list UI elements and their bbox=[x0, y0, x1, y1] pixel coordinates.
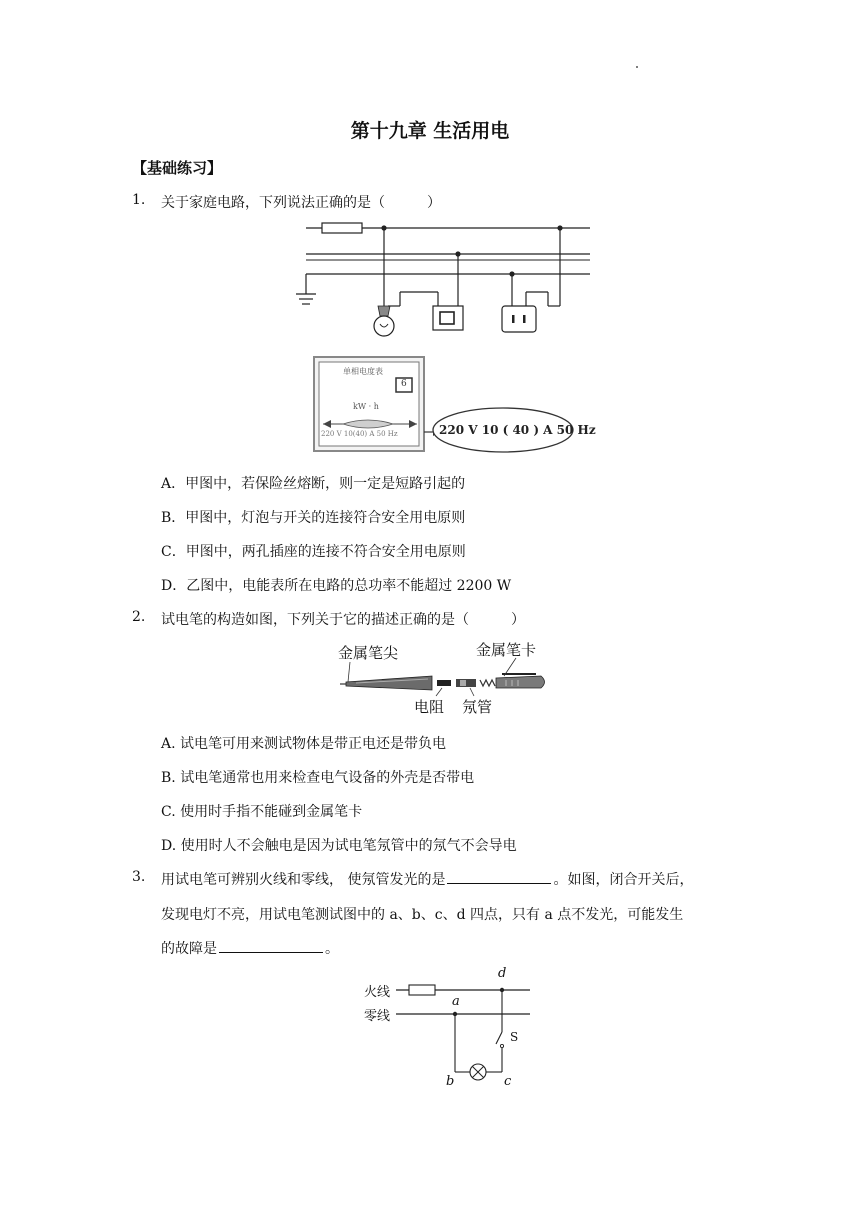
question-3-line-1 bbox=[161, 869, 693, 889]
lamp-icon bbox=[374, 316, 394, 336]
q3-answer-blank-1[interactable] bbox=[447, 869, 551, 884]
figure-2-test-pen bbox=[336, 638, 552, 720]
label-metal-clip: 金属笔卡 bbox=[476, 641, 537, 659]
label-resistor: 电阻 bbox=[414, 698, 445, 716]
question-2-stem: 试电笔的构造如图，下列关于它的描述正确的是（ ） bbox=[161, 612, 525, 628]
figure-1-circuit bbox=[290, 214, 600, 344]
q1-option-c: C．甲图中，两孔插座的连接不符合安全用电原则 bbox=[161, 544, 466, 560]
figure-3-circuit bbox=[360, 962, 540, 1092]
label-point-b: b bbox=[446, 1074, 455, 1089]
fuse-icon bbox=[322, 223, 362, 233]
fuse-icon bbox=[409, 985, 435, 995]
q1-option-d: D．乙图中，电能表所在电路的总功率不能超过 2200 W bbox=[161, 578, 512, 594]
q3-line1-part1: 用试电笔可辨别火线和零线， 使氖管发光的是 bbox=[161, 872, 446, 888]
q3-line3-part2: 。 bbox=[325, 941, 339, 957]
q2-option-c: C. 使用时手指不能碰到金属笔卡 bbox=[161, 804, 363, 820]
q1-option-b: B．甲图中，灯泡与开关的连接符合安全用电原则 bbox=[161, 510, 466, 526]
label-metal-tip: 金属笔尖 bbox=[338, 644, 399, 662]
meter-digit: 6 bbox=[401, 379, 407, 389]
question-1-number: 1. bbox=[132, 192, 146, 208]
label-neon-tube: 氖管 bbox=[462, 698, 493, 716]
q3-answer-blank-2[interactable] bbox=[219, 938, 323, 953]
label-live-wire: 火线 bbox=[364, 985, 391, 1000]
meter-rating-callout: 220 V 10 ( 40 ) A 50 Hz bbox=[439, 423, 596, 437]
q1-option-a: A．甲图中，若保险丝熔断，则一定是短路引起的 bbox=[161, 476, 466, 492]
meter-label: 单相电度表 bbox=[343, 367, 383, 376]
q3-line1-part2: 。如图，闭合开关后， bbox=[553, 872, 694, 888]
section-heading: 【基础练习】 bbox=[132, 159, 223, 177]
q2-option-b: B. 试电笔通常也用来检查电气设备的外壳是否带电 bbox=[161, 770, 475, 786]
meter-rating-small: 220 V 10(40) A 50 Hz bbox=[321, 430, 398, 438]
q3-line3-part1: 的故障是 bbox=[161, 941, 217, 957]
page-title: 第十九章 生活用电 bbox=[350, 120, 510, 142]
label-point-a: a bbox=[452, 994, 460, 1009]
label-point-c: c bbox=[504, 1074, 512, 1089]
figure-1-meter bbox=[313, 356, 596, 454]
question-2-number: 2. bbox=[132, 609, 146, 625]
two-hole-socket-icon bbox=[502, 306, 536, 332]
meter-unit: kW · h bbox=[353, 402, 379, 411]
label-point-d: d bbox=[498, 966, 507, 981]
question-3-number: 3. bbox=[132, 869, 146, 885]
question-1-stem: 关于家庭电路，下列说法正确的是（ ） bbox=[161, 195, 441, 211]
q2-option-d: D. 使用时人不会触电是因为试电笔氖管中的氖气不会导电 bbox=[161, 838, 517, 854]
q2-option-a: A. 试电笔可用来测试物体是带正电还是带负电 bbox=[161, 736, 447, 752]
label-neutral-wire: 零线 bbox=[364, 1009, 391, 1024]
header-dot bbox=[636, 66, 638, 68]
question-3-line-3 bbox=[161, 938, 339, 958]
question-3-line-2: 发现电灯不亮，用试电笔测试图中的 a、b、c、d 四点，只有 a 点不发光，可能发生 bbox=[161, 907, 684, 923]
label-switch-s: S bbox=[510, 1030, 519, 1044]
